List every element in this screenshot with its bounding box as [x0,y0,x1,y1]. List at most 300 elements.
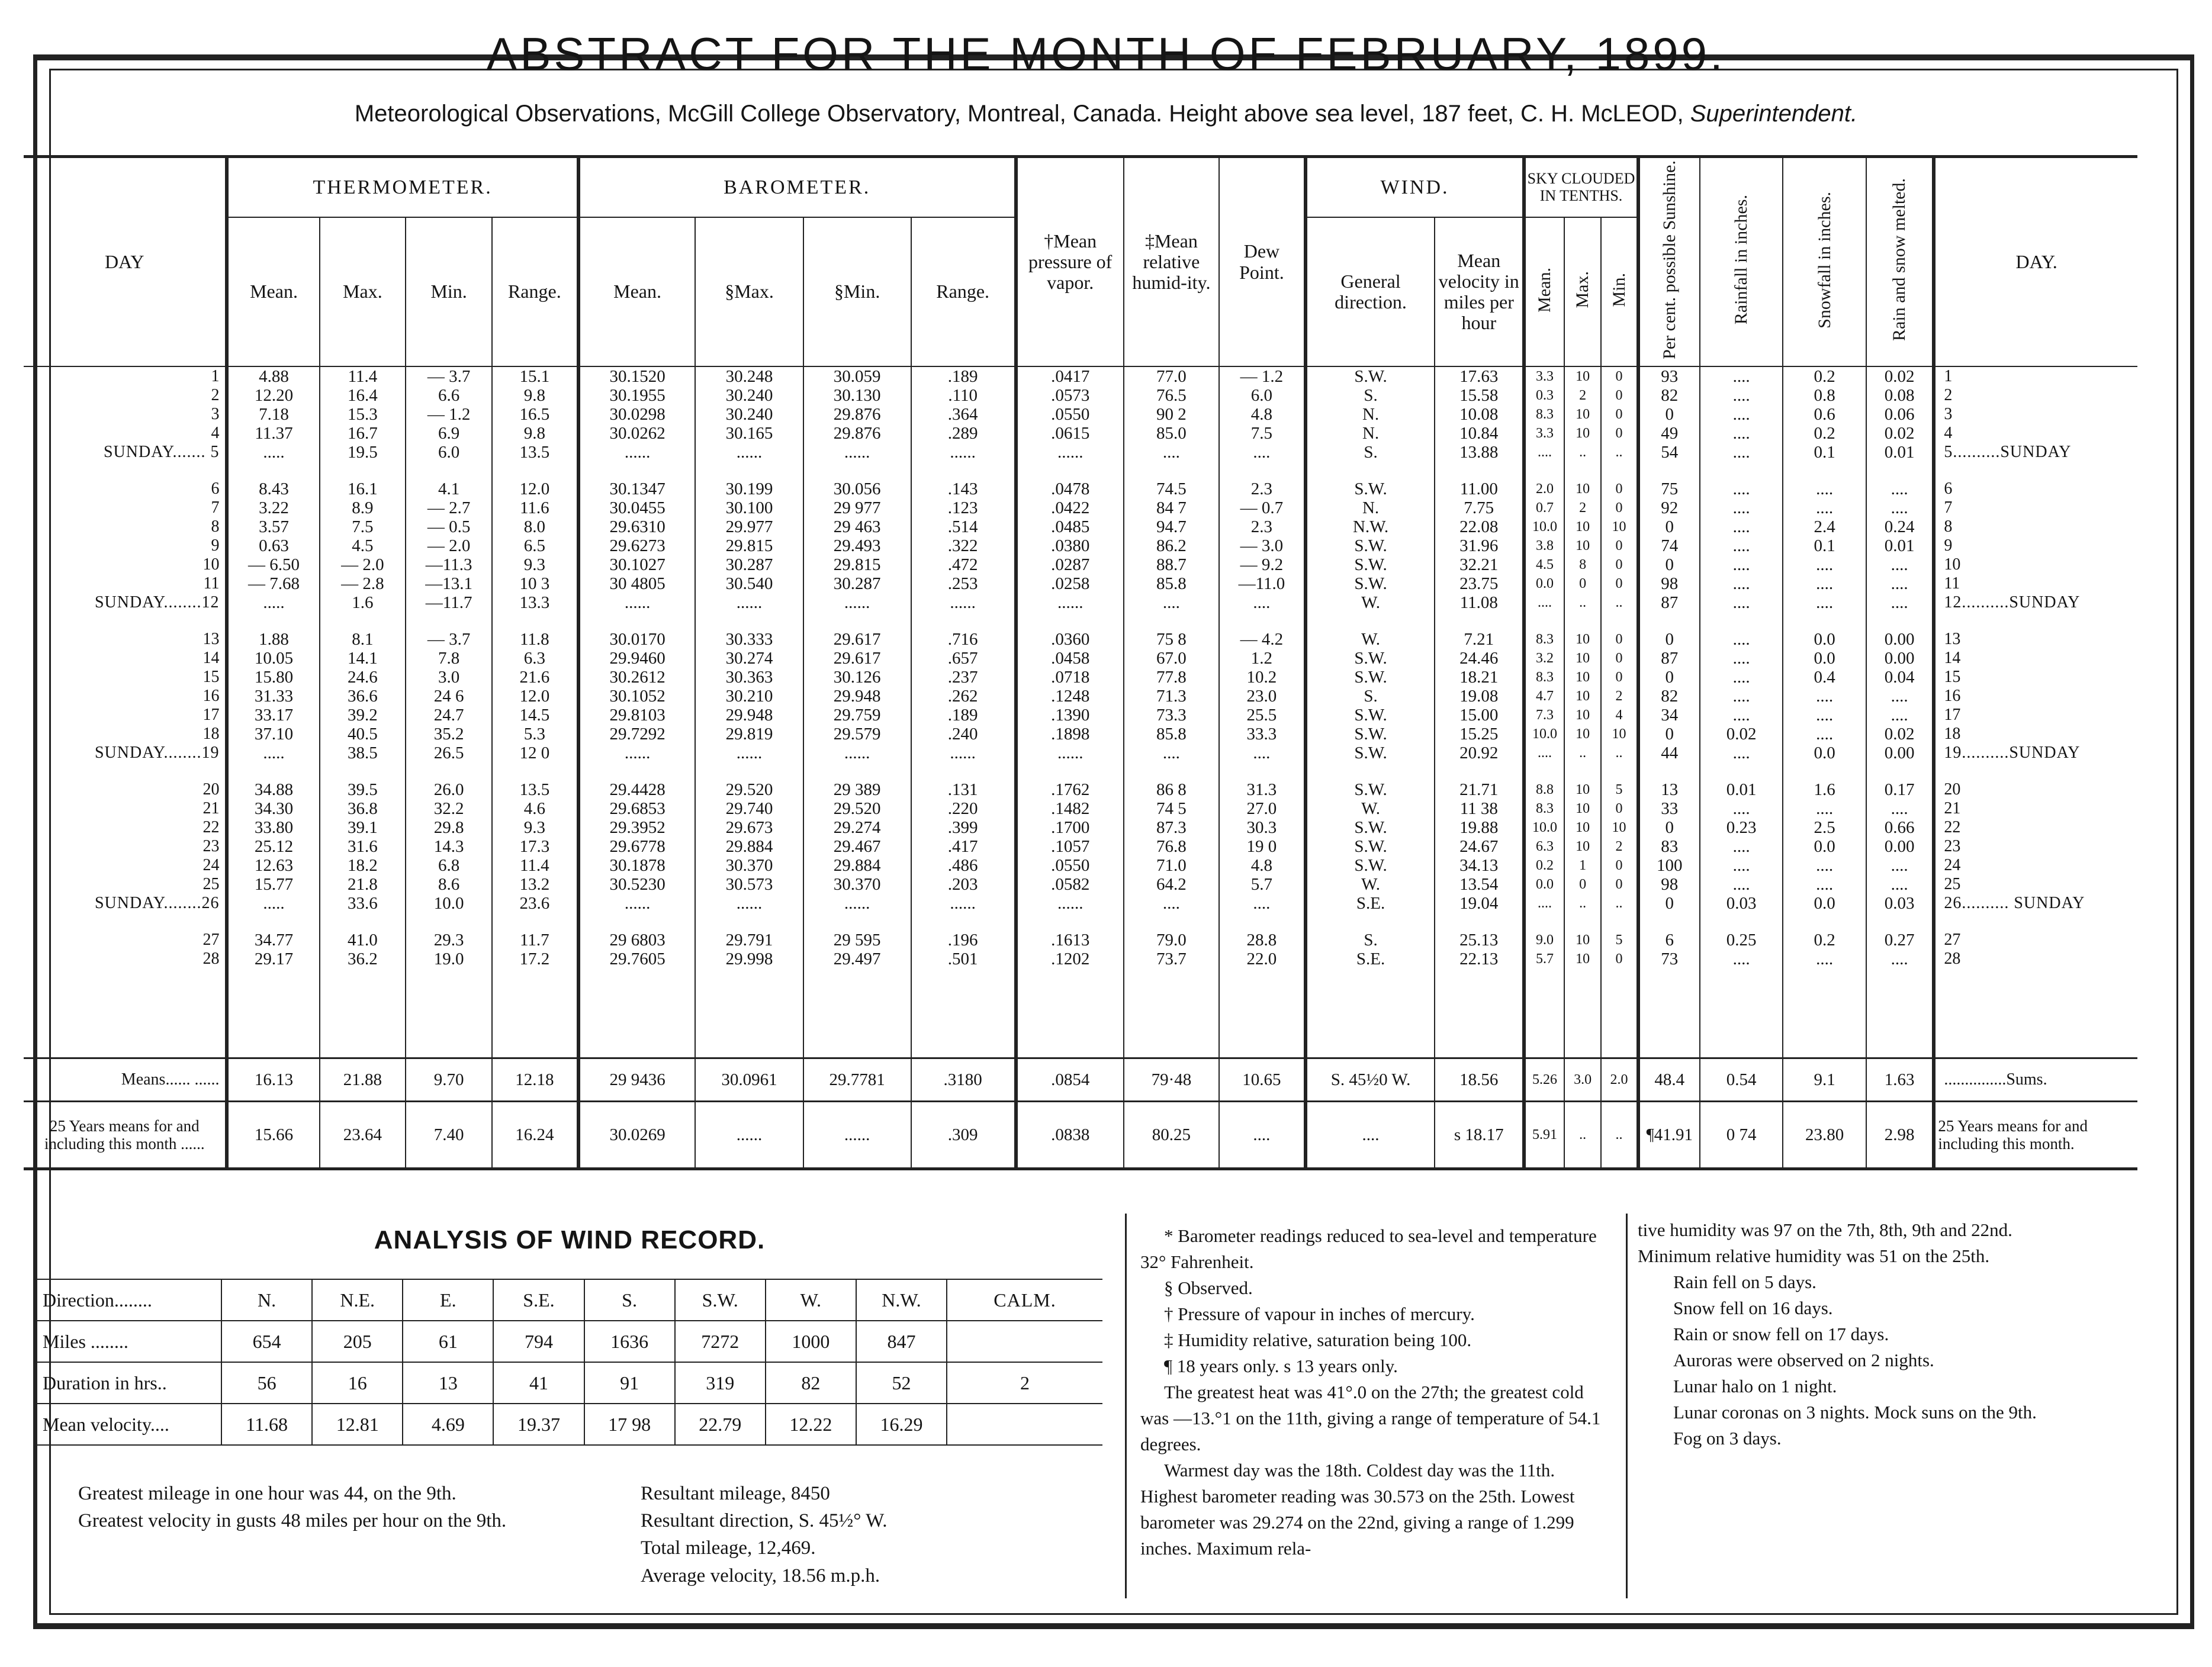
cell: 11.7 [492,931,578,950]
day-label-right: 21 [1934,799,2137,818]
wind-cell: 847 [856,1321,947,1362]
cell: 0 74 [1700,1102,1783,1169]
cell: 4.7 [1524,687,1564,706]
wind-note: Resultant mileage, 8450 [641,1483,830,1504]
cell: 5.7 [1219,875,1306,894]
cell: .... [1700,950,1783,968]
cell: 10.0 [1524,725,1564,744]
table-row [24,780,2137,799]
cell: N.W. [1306,517,1435,536]
footnote: tive humidity was 97 on the 7th, 8th, 9th and 22nd. [1638,1219,2012,1240]
cell: 0 [1601,875,1638,894]
wind-cell: 319 [675,1362,766,1404]
day-label-right: 7 [1934,498,2137,517]
day-label-right: 12..........SUNDAY [1934,593,2137,612]
cell: 29.815 [695,536,803,555]
cell: 93 [1638,366,1700,386]
header-t-range: Range. [492,217,578,366]
header-t-mean: Mean. [227,217,319,366]
cell: 44 [1638,744,1700,762]
cell: 0 [1601,630,1638,649]
cell: .... [1866,706,1934,725]
cell: 30.3 [1219,818,1306,837]
cell: 11.4 [492,856,578,875]
header-sky-max-text: Max. [1573,271,1593,308]
cell: 33.17 [227,706,319,725]
table-body [24,366,2137,1058]
cell: 0 [1601,424,1638,443]
cell: .472 [911,555,1016,574]
cell: 3.22 [227,498,319,517]
cell: 0.24 [1866,517,1934,536]
cell: — 7.68 [227,574,319,593]
cell: .0550 [1016,405,1124,424]
cell: 23.64 [320,1102,406,1169]
cell: 16.7 [320,424,406,443]
cell: 2.3 [1219,479,1306,498]
cell: 13.5 [492,443,578,462]
cell: S.W. [1306,818,1435,837]
day-label-right: 20 [1934,780,2137,799]
cell: 30.1878 [578,856,696,875]
wind-cell: 11.68 [221,1404,312,1445]
cell: .0258 [1016,574,1124,593]
cell: 0.4 [1783,668,1866,687]
cell: 12.63 [227,856,319,875]
cell: 33 [1638,799,1700,818]
day-label: 15 [202,668,220,686]
cell: ...... [578,894,696,913]
day-label: 14 [202,649,220,667]
cell: 3.3 [1524,366,1564,386]
cell: .. [1601,443,1638,462]
cell: .1700 [1016,818,1124,837]
wind-cell: 41 [493,1362,584,1404]
cell: 25.12 [227,837,319,856]
table-row [24,875,2137,894]
day-label: 17 [202,706,220,724]
cell: 29.3952 [578,818,696,837]
cell: 74 [1638,536,1700,555]
footnote: Rain fell on 5 days. [1673,1272,1816,1293]
cell: 29 9436 [578,1058,696,1102]
cell: 8.8 [1524,780,1564,799]
cell: 29.520 [803,799,911,818]
table-row [24,479,2137,498]
cell: 18.2 [320,856,406,875]
cell: 6.0 [1219,386,1306,405]
header-b-min: §Min. [803,217,911,366]
cell: ...... [1016,443,1124,462]
cell: 71.3 [1124,687,1219,706]
cell: S.W. [1306,574,1435,593]
cell: 13.3 [492,593,578,612]
cell: 29.4428 [578,780,696,799]
cell: .0380 [1016,536,1124,555]
cell: .... [1700,706,1783,725]
wind-analysis-title: ANALYSIS OF WIND RECORD. [374,1225,766,1254]
cell: 12.18 [492,1058,578,1102]
cell: 29.740 [695,799,803,818]
cell: .3180 [911,1058,1016,1102]
cell: 16.1 [320,479,406,498]
cell: ...... [803,1102,911,1169]
wind-cell: 52 [856,1362,947,1404]
cell: 8.3 [1524,630,1564,649]
cell: .203 [911,875,1016,894]
cell: 0 [1601,366,1638,386]
cell: 30.370 [803,875,911,894]
cell: 32.2 [406,799,492,818]
years-means-row [24,1102,2137,1169]
footnote: Lunar coronas on 3 nights. Mock suns on the 9th. [1673,1402,2037,1423]
cell: 0 [1601,536,1638,555]
cell: 86 8 [1124,780,1219,799]
cell: — 2.0 [320,555,406,574]
cell: S. [1306,931,1435,950]
footnote: ‡ Humidity relative, saturation being 100. [1164,1330,1472,1351]
cell: 30.363 [695,668,803,687]
wind-cell: 12.22 [766,1404,856,1445]
cell: 19.04 [1435,894,1524,913]
wind-notes-left [37,1480,570,1534]
cell: 29.493 [803,536,911,555]
footnote: Snow fell on 16 days. [1673,1298,1833,1319]
header-thermometer: THERMOMETER. [227,157,578,218]
header-snowfall-text: Snowfall in inches. [1814,191,1834,329]
cell: 31.3 [1219,780,1306,799]
cell: 0.0 [1783,649,1866,668]
cell: 0.27 [1866,931,1934,950]
cell: 29 389 [803,780,911,799]
cell: 6.8 [406,856,492,875]
cell: ...... [695,744,803,762]
footnotes-middle [1140,1223,1614,1562]
cell: 0.66 [1866,818,1934,837]
cell: 1 [1564,856,1601,875]
cell: 16.13 [227,1058,319,1102]
cell: 11.6 [492,498,578,517]
header-day: DAY [24,157,227,367]
footnote: Rain or snow fell on 17 days. [1673,1324,1889,1345]
row-gap [24,762,2137,780]
cell: 30.056 [803,479,911,498]
cell: 1.88 [227,630,319,649]
cell: .... [1524,443,1564,462]
cell: ...... [695,894,803,913]
cell: .253 [911,574,1016,593]
cell: 83 [1638,837,1700,856]
cell: 10 [1564,950,1601,968]
cell: ...... [1016,593,1124,612]
cell: 10 [1564,837,1601,856]
cell: 36.6 [320,687,406,706]
cell: 30.248 [695,366,803,386]
cell: 5 [1601,931,1638,950]
cell: 0.54 [1700,1058,1783,1102]
cell: 24.46 [1435,649,1524,668]
wind-cell: 19.37 [493,1404,584,1445]
day-label-right: 26.......... SUNDAY [1934,894,2137,913]
cell: —11.7 [406,593,492,612]
cell: 19 0 [1219,837,1306,856]
cell: 67.0 [1124,649,1219,668]
cell: 0.1 [1783,536,1866,555]
cell: 30.5230 [578,875,696,894]
cell: 39.2 [320,706,406,725]
cell: 0.25 [1700,931,1783,950]
header-sky: SKY CLOUDED IN TENTHS. [1524,157,1638,218]
cell: 2.98 [1866,1102,1934,1169]
cell: .1057 [1016,837,1124,856]
cell: 80.25 [1124,1102,1219,1169]
observations-table [24,155,2137,1170]
table-row [24,517,2137,536]
cell: 34.30 [227,799,319,818]
cell: 29.815 [803,555,911,574]
cell: 15.77 [227,875,319,894]
cell: 29.977 [695,517,803,536]
cell: 0.02 [1866,424,1934,443]
wind-header-cell: Direction........ [37,1279,221,1321]
cell: .417 [911,837,1016,856]
cell: .... [1700,799,1783,818]
cell: ...... [911,593,1016,612]
cell: .... [1700,744,1783,762]
cell: s 18.17 [1435,1102,1524,1169]
cell: 30.274 [695,649,803,668]
cell: .. [1601,744,1638,762]
table-row [24,744,2137,762]
cell: 19.88 [1435,818,1524,837]
cell: 73.7 [1124,950,1219,968]
cell: 29.7781 [803,1058,911,1102]
cell: .364 [911,405,1016,424]
cell: —13.1 [406,574,492,593]
cell: 0.0 [1783,630,1866,649]
cell: .0573 [1016,386,1124,405]
cell: 10 [1564,536,1601,555]
cell: 0 [1601,856,1638,875]
cell: ...... [695,443,803,462]
cell: 21.8 [320,875,406,894]
cell: 30.1520 [578,366,696,386]
cell: 31.33 [227,687,319,706]
cell: 19.0 [406,950,492,968]
day-label: 6 [211,479,220,498]
cell: .. [1564,443,1601,462]
cell: 29.17 [227,950,319,968]
footnote: † Pressure of vapour in inches of mercury. [1164,1304,1475,1325]
cell: 0 [1601,405,1638,424]
cell: 22.0 [1219,950,1306,968]
cell: 16.24 [492,1102,578,1169]
cell: S.W. [1306,479,1435,498]
cell: 29.884 [695,837,803,856]
cell: 79·48 [1124,1058,1219,1102]
wind-notes-right [641,1480,1055,1589]
cell: 12.20 [227,386,319,405]
day-label: 20 [202,780,220,799]
cell: 10 [1564,818,1601,837]
cell: 17.2 [492,950,578,968]
cell: 82 [1638,386,1700,405]
cell: 10 [1564,931,1601,950]
cell: .716 [911,630,1016,649]
cell: 0.02 [1866,366,1934,386]
wind-cell [947,1404,1102,1445]
header-sky-min-text: Min. [1609,272,1629,307]
day-label-right: 22 [1934,818,2137,837]
cell: 0 [1638,894,1700,913]
cell: .0360 [1016,630,1124,649]
cell: 17.63 [1435,366,1524,386]
cell: 40.5 [320,725,406,744]
cell: .0287 [1016,555,1124,574]
footnote: * Barometer readings reduced to sea-level and temperature 32° Fahrenheit. [1140,1225,1597,1273]
cell: 0 [1638,555,1700,574]
cell: 2.3 [1219,517,1306,536]
table-row [24,931,2137,950]
wind-cell: 91 [584,1362,675,1404]
cell: 1.2 [1219,649,1306,668]
cell: .... [1783,725,1866,744]
cell: .... [1783,555,1866,574]
cell: — 3.7 [406,366,492,386]
cell: — 2.8 [320,574,406,593]
cell: 0.2 [1524,856,1564,875]
header-t-max: Max. [320,217,406,366]
header-sky-min [1601,217,1638,366]
footnote: ¶ 18 years only. s 13 years only. [1164,1356,1398,1377]
cell: .. [1564,744,1601,762]
years-label: 25 Years means for and including this month ...... [24,1102,227,1169]
cell: 0.04 [1866,668,1934,687]
cell: 6.5 [492,536,578,555]
cell: 10.0 [1524,517,1564,536]
cell: 2.4 [1783,517,1866,536]
cell: 0.0 [1783,744,1866,762]
cell: ...... [911,894,1016,913]
cell: .... [1219,894,1306,913]
table-row [24,386,2137,405]
cell: S.W. [1306,725,1435,744]
cell: 8.1 [320,630,406,649]
header-day-right: DAY. [1934,157,2137,367]
header-wind-velocity: Mean velocity in miles per hour [1435,217,1524,366]
cell: 11.00 [1435,479,1524,498]
cell: 30.1052 [578,687,696,706]
cell: 4.88 [227,366,319,386]
cell: 20.92 [1435,744,1524,762]
cell: .... [1700,649,1783,668]
cell: 25.5 [1219,706,1306,725]
cell: 0.00 [1866,837,1934,856]
table-row [24,443,2137,462]
cell: 18.21 [1435,668,1524,687]
wind-header-cell: S.E. [493,1279,584,1321]
footnote: The greatest heat was 41°.0 on the 27th; the greatest cold was —13.°1 on the 11th, giving a range of temperature of 54.1 degrees. [1140,1382,1601,1455]
table-row [24,555,2137,574]
cell: 15.3 [320,405,406,424]
cell: 30.287 [803,574,911,593]
cell: 0 [1638,405,1700,424]
cell: ...... [911,744,1016,762]
cell: 3.2 [1524,649,1564,668]
day-label: 21 [202,799,220,818]
day-label: 1 [211,367,220,385]
wind-note: Resultant direction, S. 45½° W. [641,1510,888,1532]
row-gap [24,913,2137,931]
cell: W. [1306,875,1435,894]
cell: 2.5 [1783,818,1866,837]
wind-cell: 12.81 [312,1404,403,1445]
cell: .... [1700,443,1783,462]
cell: 10 [1564,668,1601,687]
cell: .0615 [1016,424,1124,443]
footnote: Fog on 3 days. [1673,1428,1782,1449]
wind-header-cell: S. [584,1279,675,1321]
day-label-right: 19..........SUNDAY [1934,744,2137,762]
cell: .... [1524,744,1564,762]
cell: .... [1783,856,1866,875]
cell: 77.0 [1124,366,1219,386]
wind-cell: 82 [766,1362,856,1404]
cell: 6.0 [406,443,492,462]
wind-header-cell: S.W. [675,1279,766,1321]
cell: 29.759 [803,706,911,725]
day-label-right: 16 [1934,687,2137,706]
cell: 0 [1601,498,1638,517]
cell: 94.7 [1124,517,1219,536]
wind-record-table [37,1279,1102,1446]
day-label: SUNDAY........12 [94,593,220,612]
cell: 10 [1564,517,1601,536]
cell: .237 [911,668,1016,687]
cell: 24.67 [1435,837,1524,856]
cell: S.W. [1306,706,1435,725]
cell: 8 [1564,555,1601,574]
cell: 9.3 [492,818,578,837]
day-label-right: 14 [1934,649,2137,668]
cell: 29.876 [803,405,911,424]
cell: 29.520 [695,780,803,799]
cell: .... [1866,593,1934,612]
cell: 10 [1564,479,1601,498]
day-label-right: 4 [1934,424,2137,443]
wind-header-cell: N. [221,1279,312,1321]
cell: 30.0298 [578,405,696,424]
cell: 7.3 [1524,706,1564,725]
cell: 10 [1601,725,1638,744]
cell: 17.3 [492,837,578,856]
cell: .... [1783,479,1866,498]
day-label: 3 [211,405,220,423]
row-gap [24,462,2137,479]
cell: .131 [911,780,1016,799]
cell: 7.18 [227,405,319,424]
cell: 87.3 [1124,818,1219,837]
day-label: SUNDAY........19 [94,744,220,762]
cell: 9.8 [492,386,578,405]
cell: .189 [911,366,1016,386]
header-rainfall-text: Rainfall in inches. [1731,195,1751,325]
cell: 15.66 [227,1102,319,1169]
cell: 29 463 [803,517,911,536]
cell: 30.0961 [695,1058,803,1102]
cell: .... [1219,744,1306,762]
cell: .1482 [1016,799,1124,818]
